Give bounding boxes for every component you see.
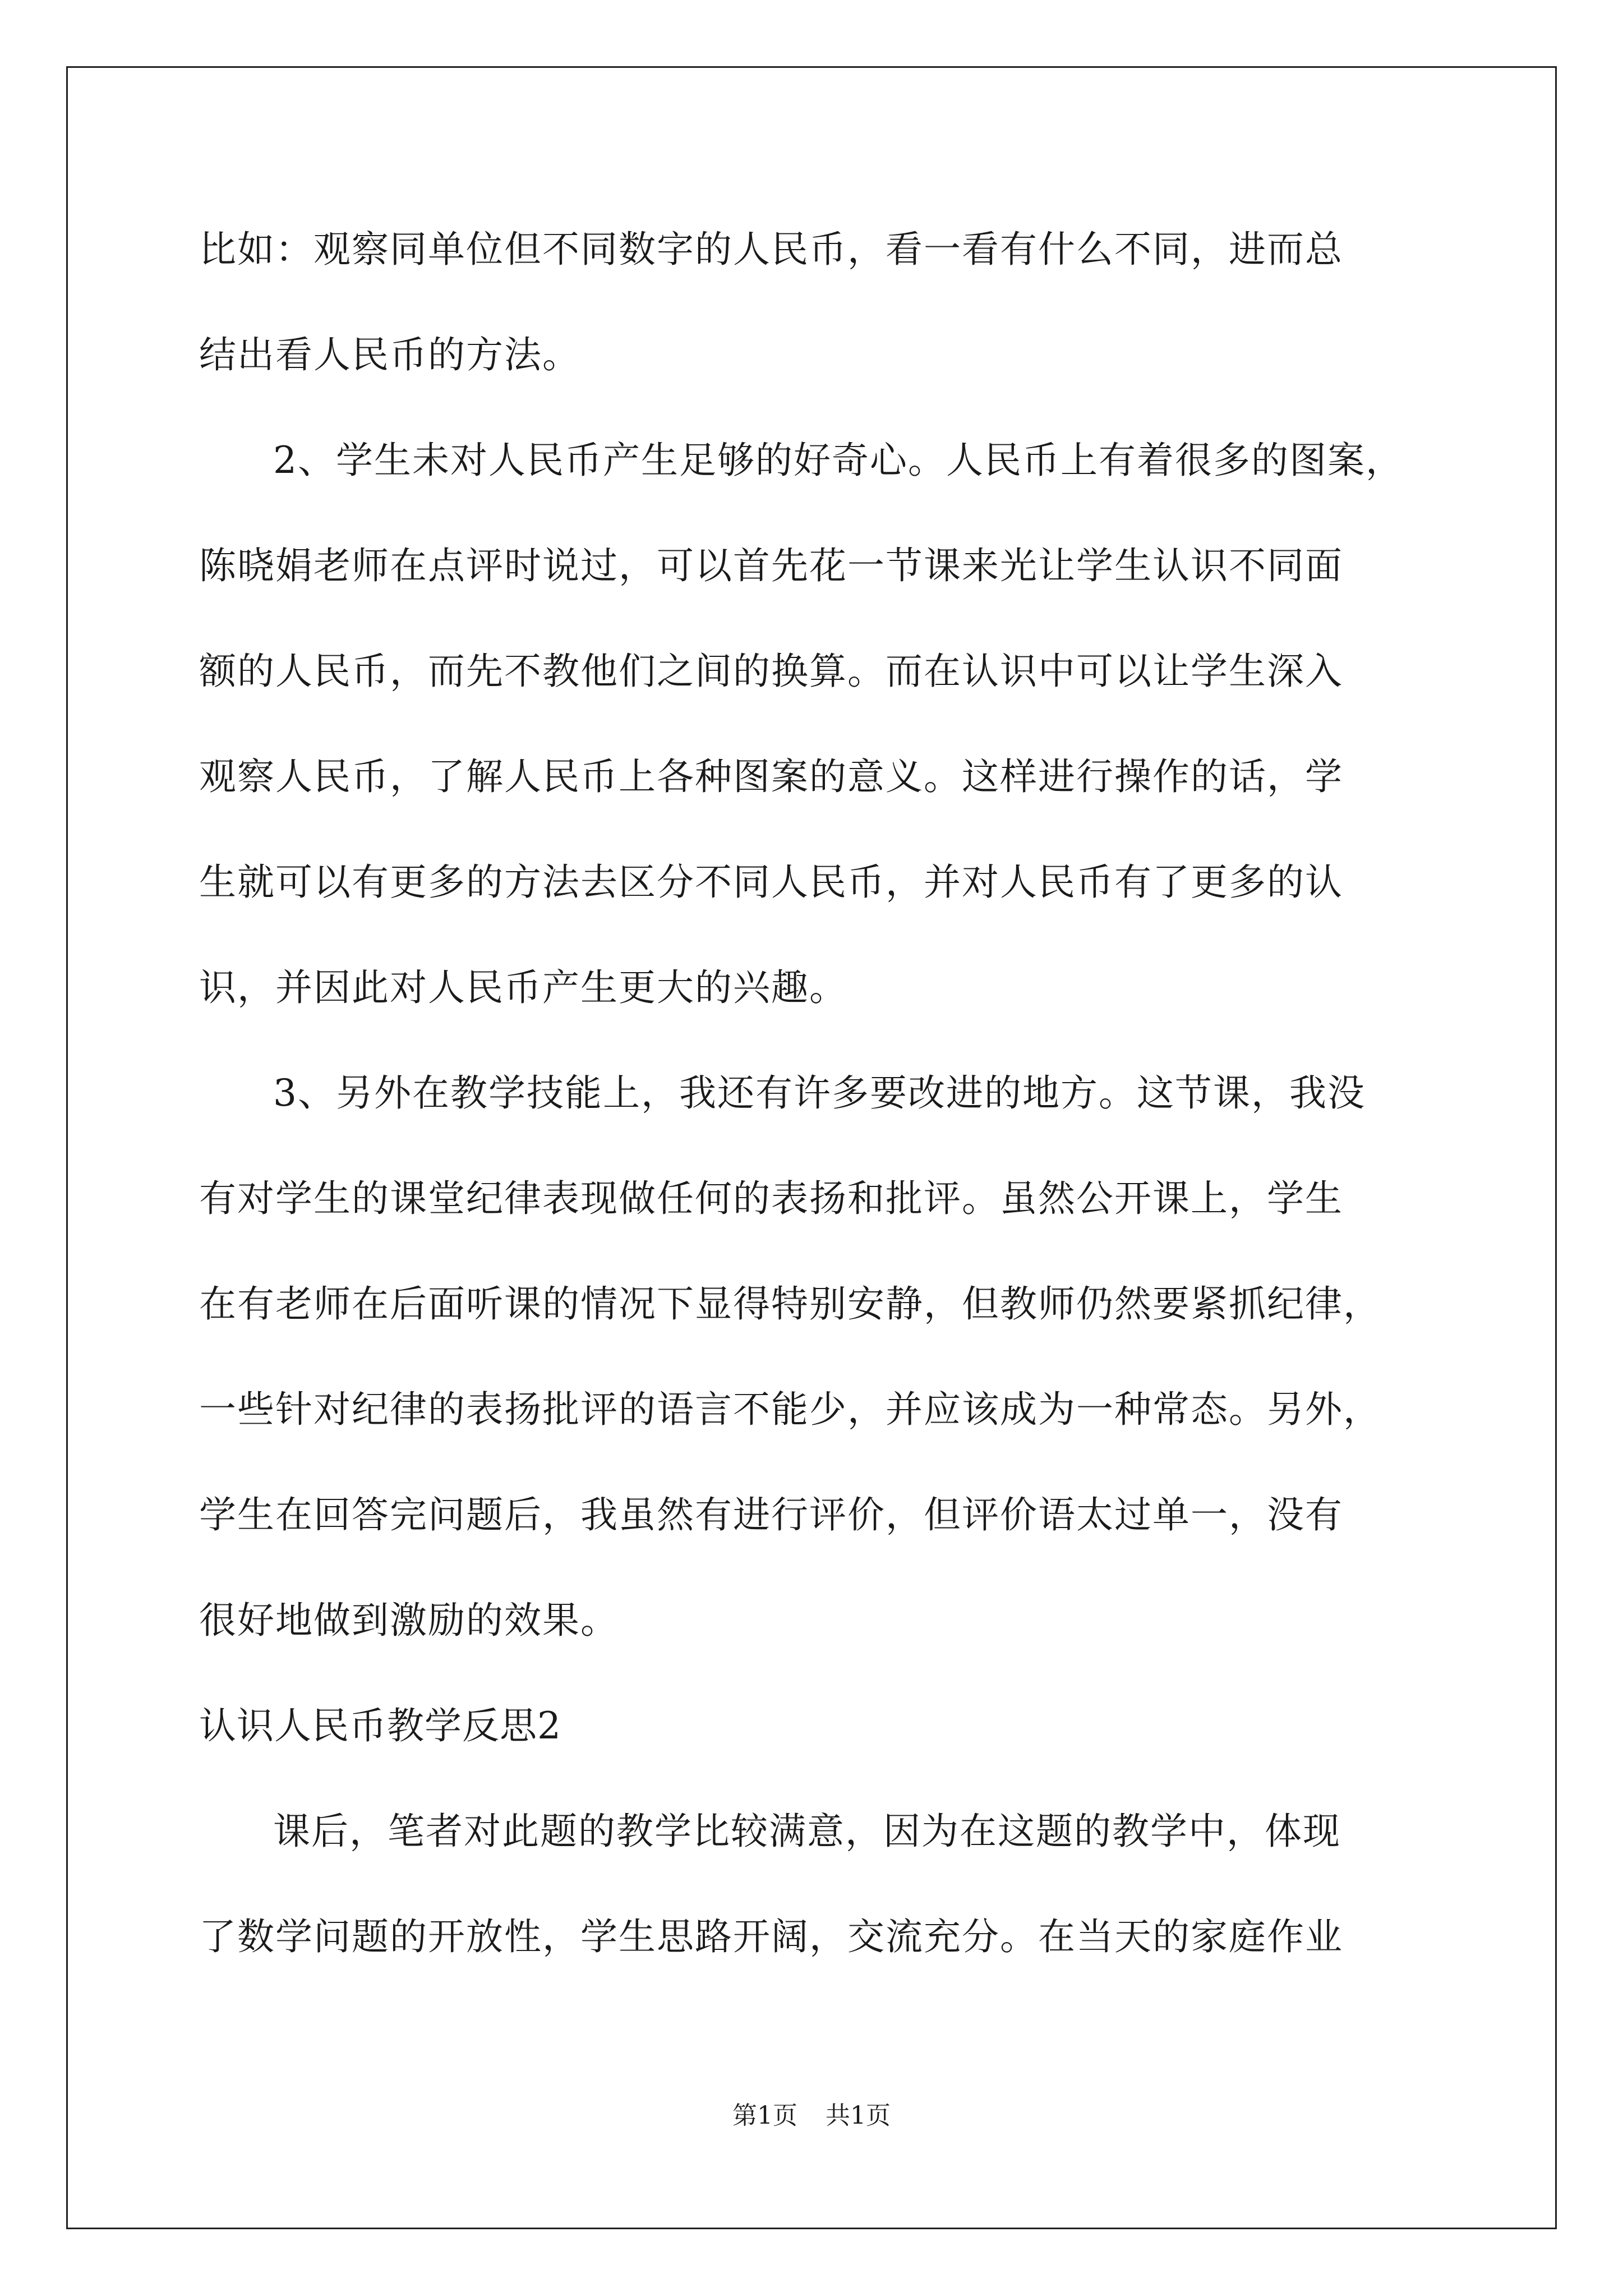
paragraph-line: 生就可以有更多的方法去区分不同人民币，并对人民币有了更多的认: [199, 861, 1343, 904]
paragraph-line: 学生在回答完问题后，我虽然有进行评价，但评价语太过单一，没有: [199, 1493, 1343, 1536]
document-body: [199, 216, 1436, 2009]
page-number: 第1页: [732, 2101, 797, 2130]
paragraph-line: 观察人民币，了解人民币上各种图案的意义。这样进行操作的话，学: [199, 755, 1343, 798]
paragraph-line: 了数学问题的开放性，学生思路开阔，交流充分。在当天的家庭作业: [199, 1915, 1343, 1958]
paragraph-line: 2、学生未对人民币产生足够的好奇心。人民币上有着很多的图案，: [273, 439, 1404, 482]
paragraph-line: 课后，笔者对此题的教学比较满意，因为在这题的教学中，体现: [273, 1810, 1341, 1853]
paragraph-line: 有对学生的课堂纪律表现做任何的表扬和批评。虽然公开课上，学生: [199, 1177, 1343, 1220]
section-title: 认识人民币教学反思2: [199, 1704, 561, 1747]
paragraph-line: 陈晓娟老师在点评时说过，可以首先花一节课来光让学生认识不同面: [199, 544, 1343, 587]
paragraph-line: 很好地做到激励的效果。: [199, 1599, 619, 1642]
paragraph-line: 识，并因此对人民币产生更大的兴趣。: [199, 966, 847, 1009]
paragraph-line: 结出看人民币的方法。: [199, 333, 580, 376]
paragraph-line: 3、另外在教学技能上，我还有许多要改进的地方。这节课，我没: [273, 1071, 1366, 1115]
paragraph-line: 比如：观察同单位但不同数字的人民币，看一看有什么不同，进而总: [199, 228, 1343, 271]
paragraph-line: 额的人民币，而先不教他们之间的换算。而在认识中可以让学生深入: [199, 650, 1343, 693]
page-total: 共1页: [826, 2101, 891, 2130]
paragraph-line: 一些针对纪律的表扬批评的语言不能少，并应该成为一种常态。另外，: [199, 1388, 1381, 1431]
page-footer: [0, 2095, 1623, 2131]
paragraph-line: 在有老师在后面听课的情况下显得特别安静，但教师仍然要紧抓纪律，: [199, 1282, 1381, 1326]
